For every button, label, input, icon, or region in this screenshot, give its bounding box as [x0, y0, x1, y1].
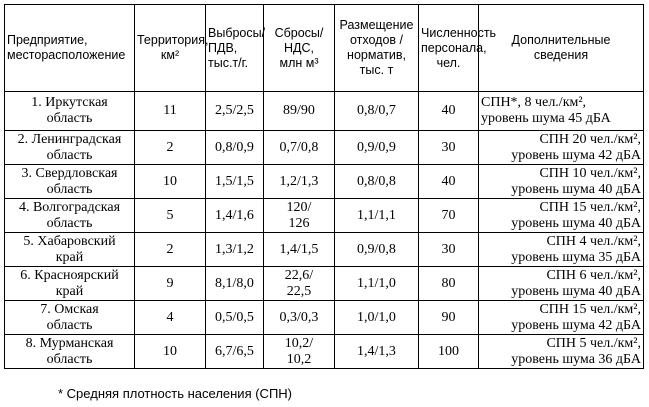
- cell-info: СПН 5 чел./км², уровень шума 36 дБА: [479, 335, 644, 369]
- cell-emissions: 2,5/2,5: [206, 92, 264, 131]
- footnote: * Средняя плотность населения (СПН): [58, 386, 292, 401]
- cell-staff: 90: [419, 301, 479, 335]
- cell-enterprise: 7. Омская область: [5, 301, 135, 335]
- cell-staff: 70: [419, 199, 479, 233]
- cell-staff: 30: [419, 131, 479, 165]
- table-row: [5, 335, 644, 369]
- cell-territory: 5: [135, 199, 206, 233]
- cell-info: СПН 15 чел./км², уровень шума 42 дБА: [479, 301, 644, 335]
- cell-discharge: 22,6/ 22,5: [264, 267, 335, 301]
- cell-discharge: 89/90: [264, 92, 335, 131]
- cell-discharge: 0,3/0,3: [264, 301, 335, 335]
- header-waste: Размещение отходов / норматив, тыс. т: [335, 5, 419, 92]
- cell-territory: 10: [135, 165, 206, 199]
- cell-discharge: 120/ 126: [264, 199, 335, 233]
- cell-emissions: 8,1/8,0: [206, 267, 264, 301]
- cell-territory: 4: [135, 301, 206, 335]
- cell-waste: 1,4/1,3: [335, 335, 419, 369]
- cell-waste: 1,1/1,1: [335, 199, 419, 233]
- cell-waste: 0,9/0,9: [335, 131, 419, 165]
- table-row: [5, 301, 644, 335]
- cell-emissions: 1,5/1,5: [206, 165, 264, 199]
- table-row: [5, 92, 644, 131]
- cell-staff: 30: [419, 233, 479, 267]
- cell-discharge: 10,2/ 10,2: [264, 335, 335, 369]
- cell-emissions: 6,7/6,5: [206, 335, 264, 369]
- cell-info: СПН 6 чел./км², уровень шума 40 дБА: [479, 267, 644, 301]
- header-enterprise: Предприятие, месторасположение: [5, 5, 135, 92]
- cell-waste: 1,1/1,0: [335, 267, 419, 301]
- header-info: Дополнительные сведения: [479, 5, 644, 92]
- table-row: [5, 199, 644, 233]
- cell-emissions: 1,4/1,6: [206, 199, 264, 233]
- cell-enterprise: 6. Красноярский край: [5, 267, 135, 301]
- data-table: [4, 4, 644, 369]
- cell-enterprise: 2. Ленинградская область: [5, 131, 135, 165]
- header-emissions: Выбросы/ ПДВ, тыс.т/г.: [206, 5, 264, 92]
- cell-staff: 40: [419, 92, 479, 131]
- cell-emissions: 0,8/0,9: [206, 131, 264, 165]
- cell-waste: 0,8/0,8: [335, 165, 419, 199]
- cell-territory: 9: [135, 267, 206, 301]
- table-row: [5, 131, 644, 165]
- cell-enterprise: 8. Мурманская область: [5, 335, 135, 369]
- cell-territory: 10: [135, 335, 206, 369]
- header-discharge: Сбросы/ НДС, млн м³: [264, 5, 335, 92]
- cell-discharge: 1,4/1,5: [264, 233, 335, 267]
- cell-enterprise: 1. Иркутская область: [5, 92, 135, 131]
- cell-waste: 0,9/0,8: [335, 233, 419, 267]
- cell-enterprise: 4. Волгоградская область: [5, 199, 135, 233]
- cell-waste: 0,8/0,7: [335, 92, 419, 131]
- cell-discharge: 1,2/1,3: [264, 165, 335, 199]
- cell-staff: 40: [419, 165, 479, 199]
- table-row: [5, 233, 644, 267]
- header-row: [5, 5, 644, 92]
- cell-info: СПН 20 чел./км², уровень шума 42 дБА: [479, 131, 644, 165]
- cell-discharge: 0,7/0,8: [264, 131, 335, 165]
- cell-info: СПН 10 чел./км², уровень шума 40 дБА: [479, 165, 644, 199]
- header-territory: Территория, км²: [135, 5, 206, 92]
- cell-enterprise: 3. Свердловская область: [5, 165, 135, 199]
- cell-emissions: 0,5/0,5: [206, 301, 264, 335]
- cell-info: СПН*, 8 чел./км², уровень шума 45 дБА: [479, 92, 644, 131]
- cell-territory: 11: [135, 92, 206, 131]
- header-staff: Численность персонала, чел.: [419, 5, 479, 92]
- table-row: [5, 165, 644, 199]
- cell-emissions: 1,3/1,2: [206, 233, 264, 267]
- cell-info: СПН 15 чел./км², уровень шума 40 дБА: [479, 199, 644, 233]
- cell-waste: 1,0/1,0: [335, 301, 419, 335]
- cell-territory: 2: [135, 233, 206, 267]
- cell-staff: 100: [419, 335, 479, 369]
- cell-staff: 80: [419, 267, 479, 301]
- cell-info: СПН 4 чел./км², уровень шума 35 дБА: [479, 233, 644, 267]
- cell-territory: 2: [135, 131, 206, 165]
- cell-enterprise: 5. Хабаровский край: [5, 233, 135, 267]
- table-row: [5, 267, 644, 301]
